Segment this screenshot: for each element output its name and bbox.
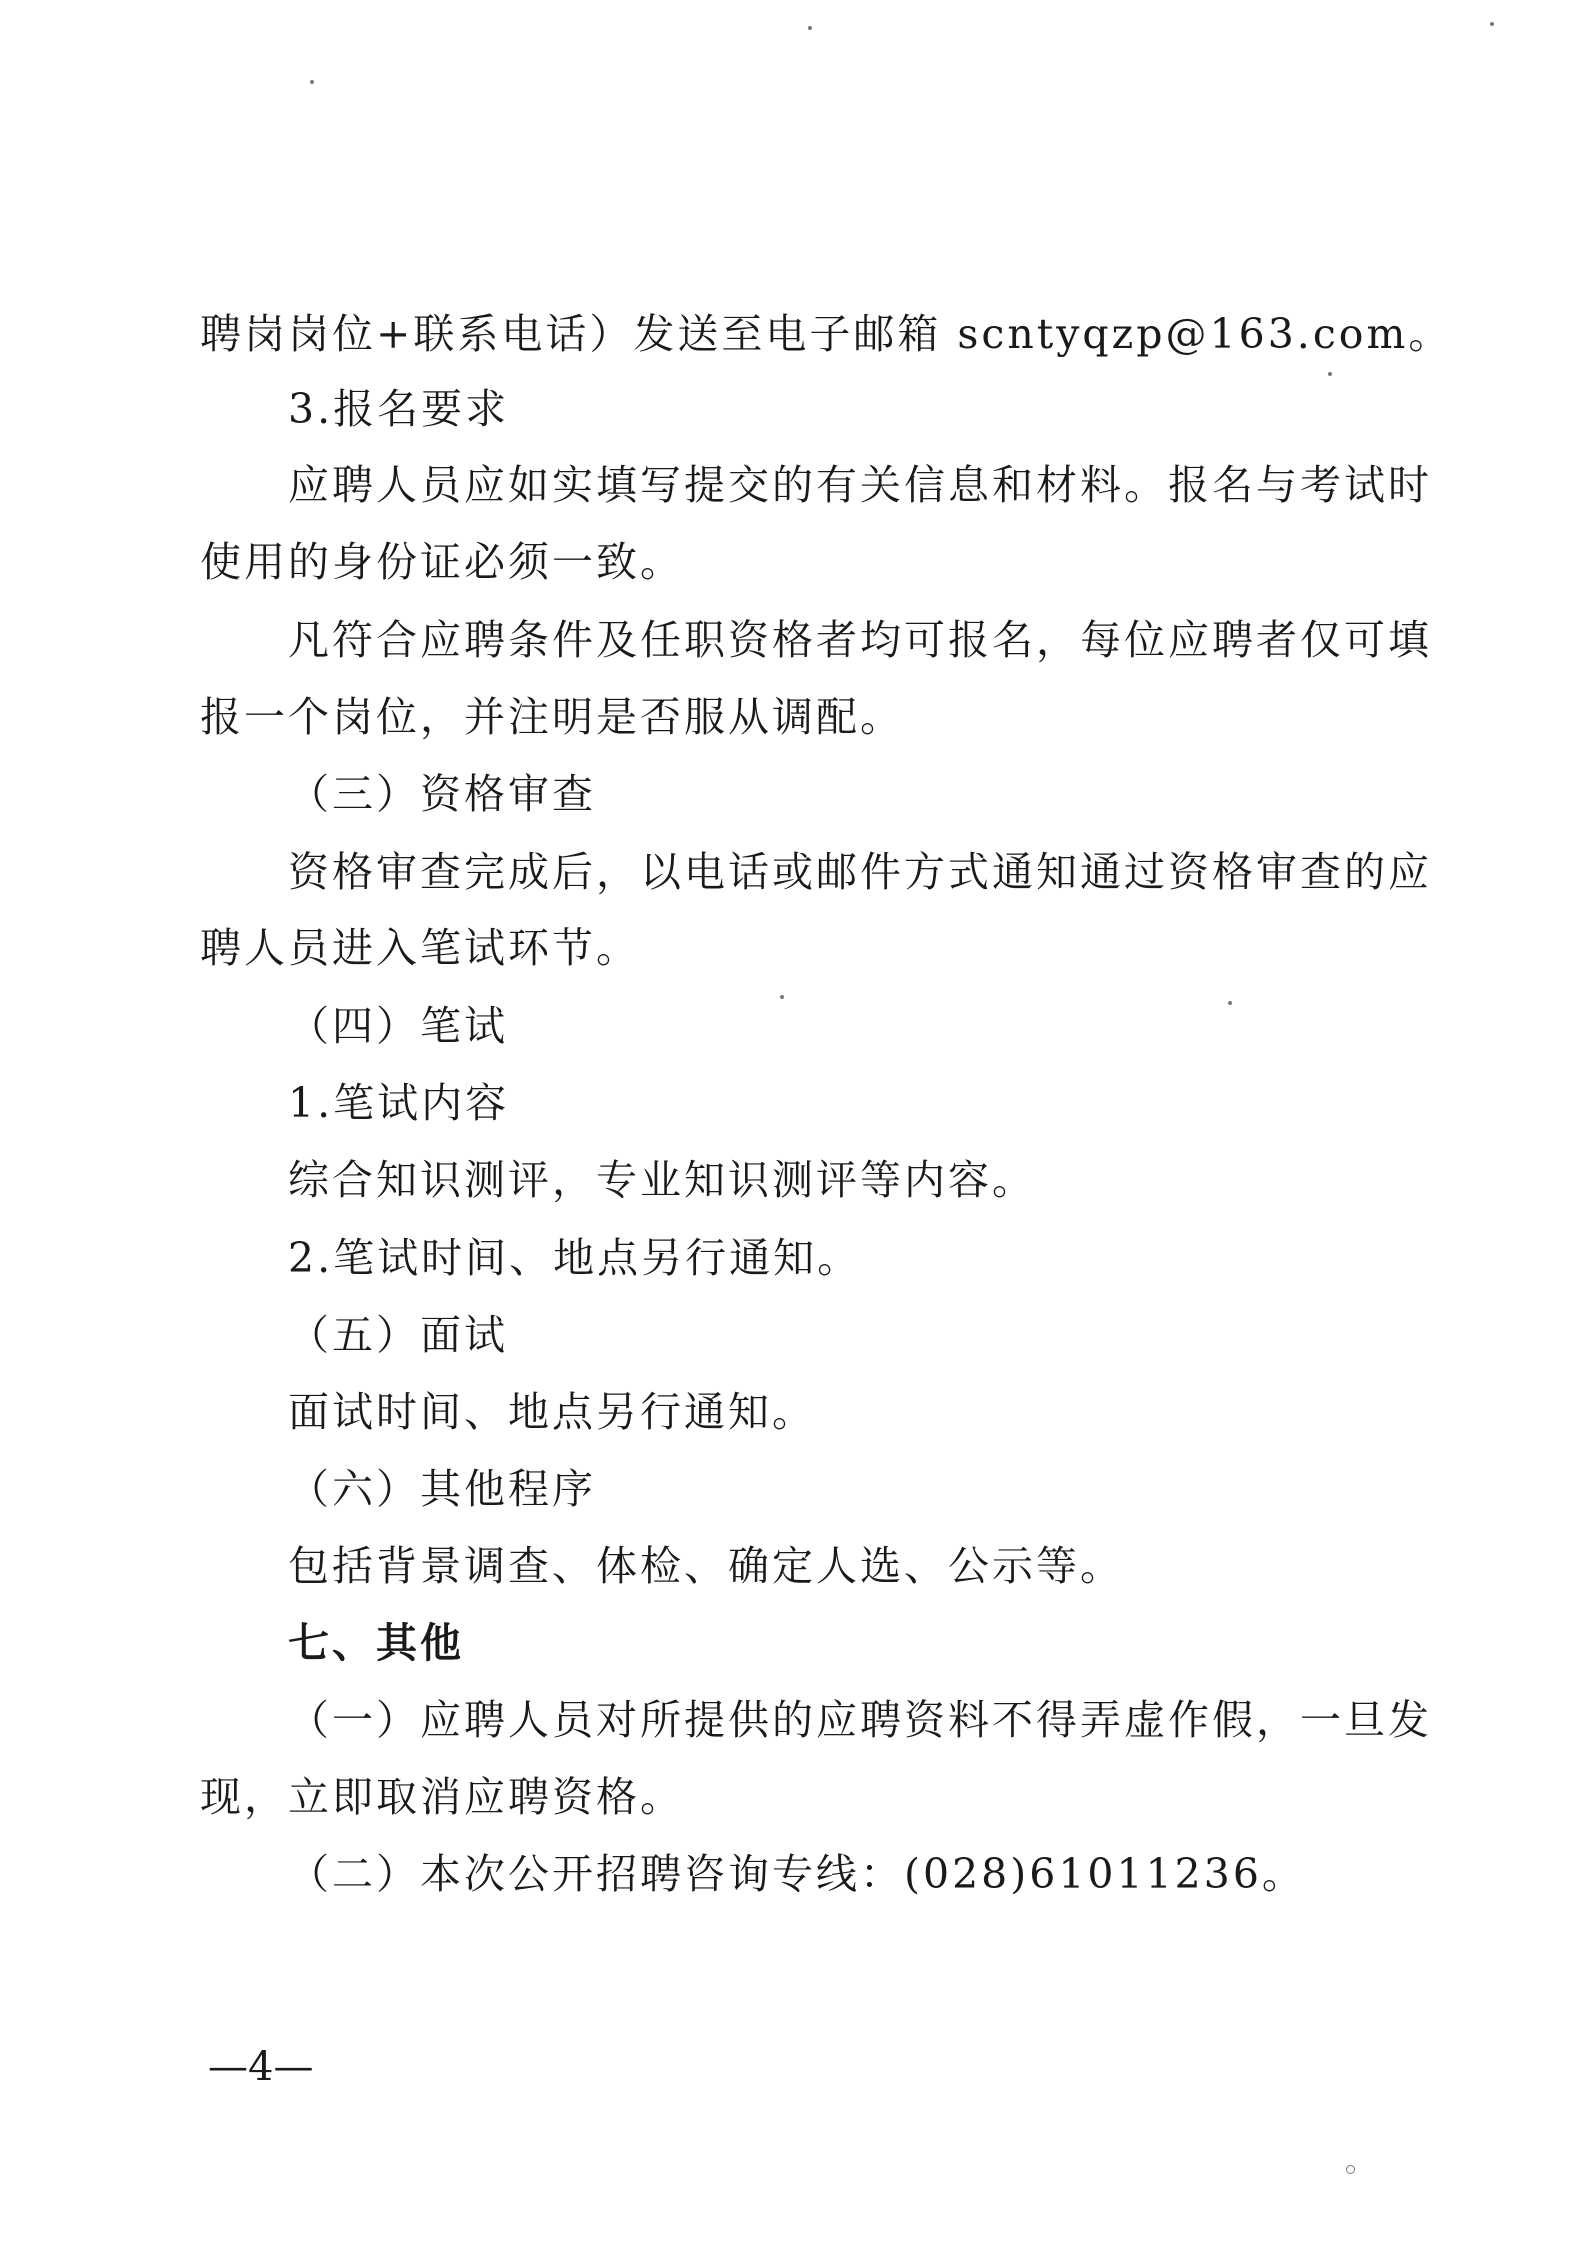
subsection-heading: 1.笔试内容 [288, 1079, 510, 1127]
paragraph-line: 聘人员进入笔试环节。 [200, 924, 640, 972]
page-number: —4— [208, 2044, 314, 2090]
paragraph-line: 凡符合应聘条件及任职资格者均可报名，每位应聘者仅可填 [288, 616, 1432, 664]
subsection-heading: 3.报名要求 [288, 385, 510, 433]
scan-speck [1346, 2165, 1355, 2174]
paragraph-line: 现，立即取消应聘资格。 [200, 1773, 684, 1821]
section-heading: （四）笔试 [288, 1002, 508, 1050]
paragraph-line: 包括背景调查、体检、确定人选、公示等。 [288, 1542, 1124, 1590]
scan-speck [780, 995, 784, 999]
paragraph-line: 资格审查完成后，以电话或邮件方式通知通过资格审查的应 [288, 848, 1432, 896]
section-heading: （六）其他程序 [288, 1465, 596, 1513]
section-heading: （五）面试 [288, 1311, 508, 1359]
paragraph-line: 报一个岗位，并注明是否服从调配。 [200, 693, 904, 741]
paragraph-line: （二）本次公开招聘咨询专线：(028)61011236。 [288, 1850, 1306, 1898]
paragraph-line: （一）应聘人员对所提供的应聘资料不得弄虚作假，一旦发 [288, 1696, 1432, 1744]
paragraph-line: 聘岗岗位+联系电话）发送至电子邮箱 scntyqzp@163.com。 [200, 310, 1453, 358]
paragraph-line: 2.笔试时间、地点另行通知。 [288, 1234, 862, 1282]
scan-speck [1228, 1001, 1232, 1005]
scan-speck [1490, 22, 1494, 26]
section-heading: （三）资格审查 [288, 770, 596, 818]
scan-speck [1328, 372, 1332, 376]
chapter-heading: 七、其他 [288, 1619, 464, 1667]
paragraph-line: 综合知识测评，专业知识测评等内容。 [288, 1156, 1036, 1204]
paragraph-line: 应聘人员应如实填写提交的有关信息和材料。报名与考试时 [288, 461, 1432, 509]
paragraph-line: 使用的身份证必须一致。 [200, 538, 684, 586]
scan-speck [808, 26, 812, 30]
paragraph-line: 面试时间、地点另行通知。 [288, 1388, 816, 1436]
scan-speck [310, 80, 314, 84]
